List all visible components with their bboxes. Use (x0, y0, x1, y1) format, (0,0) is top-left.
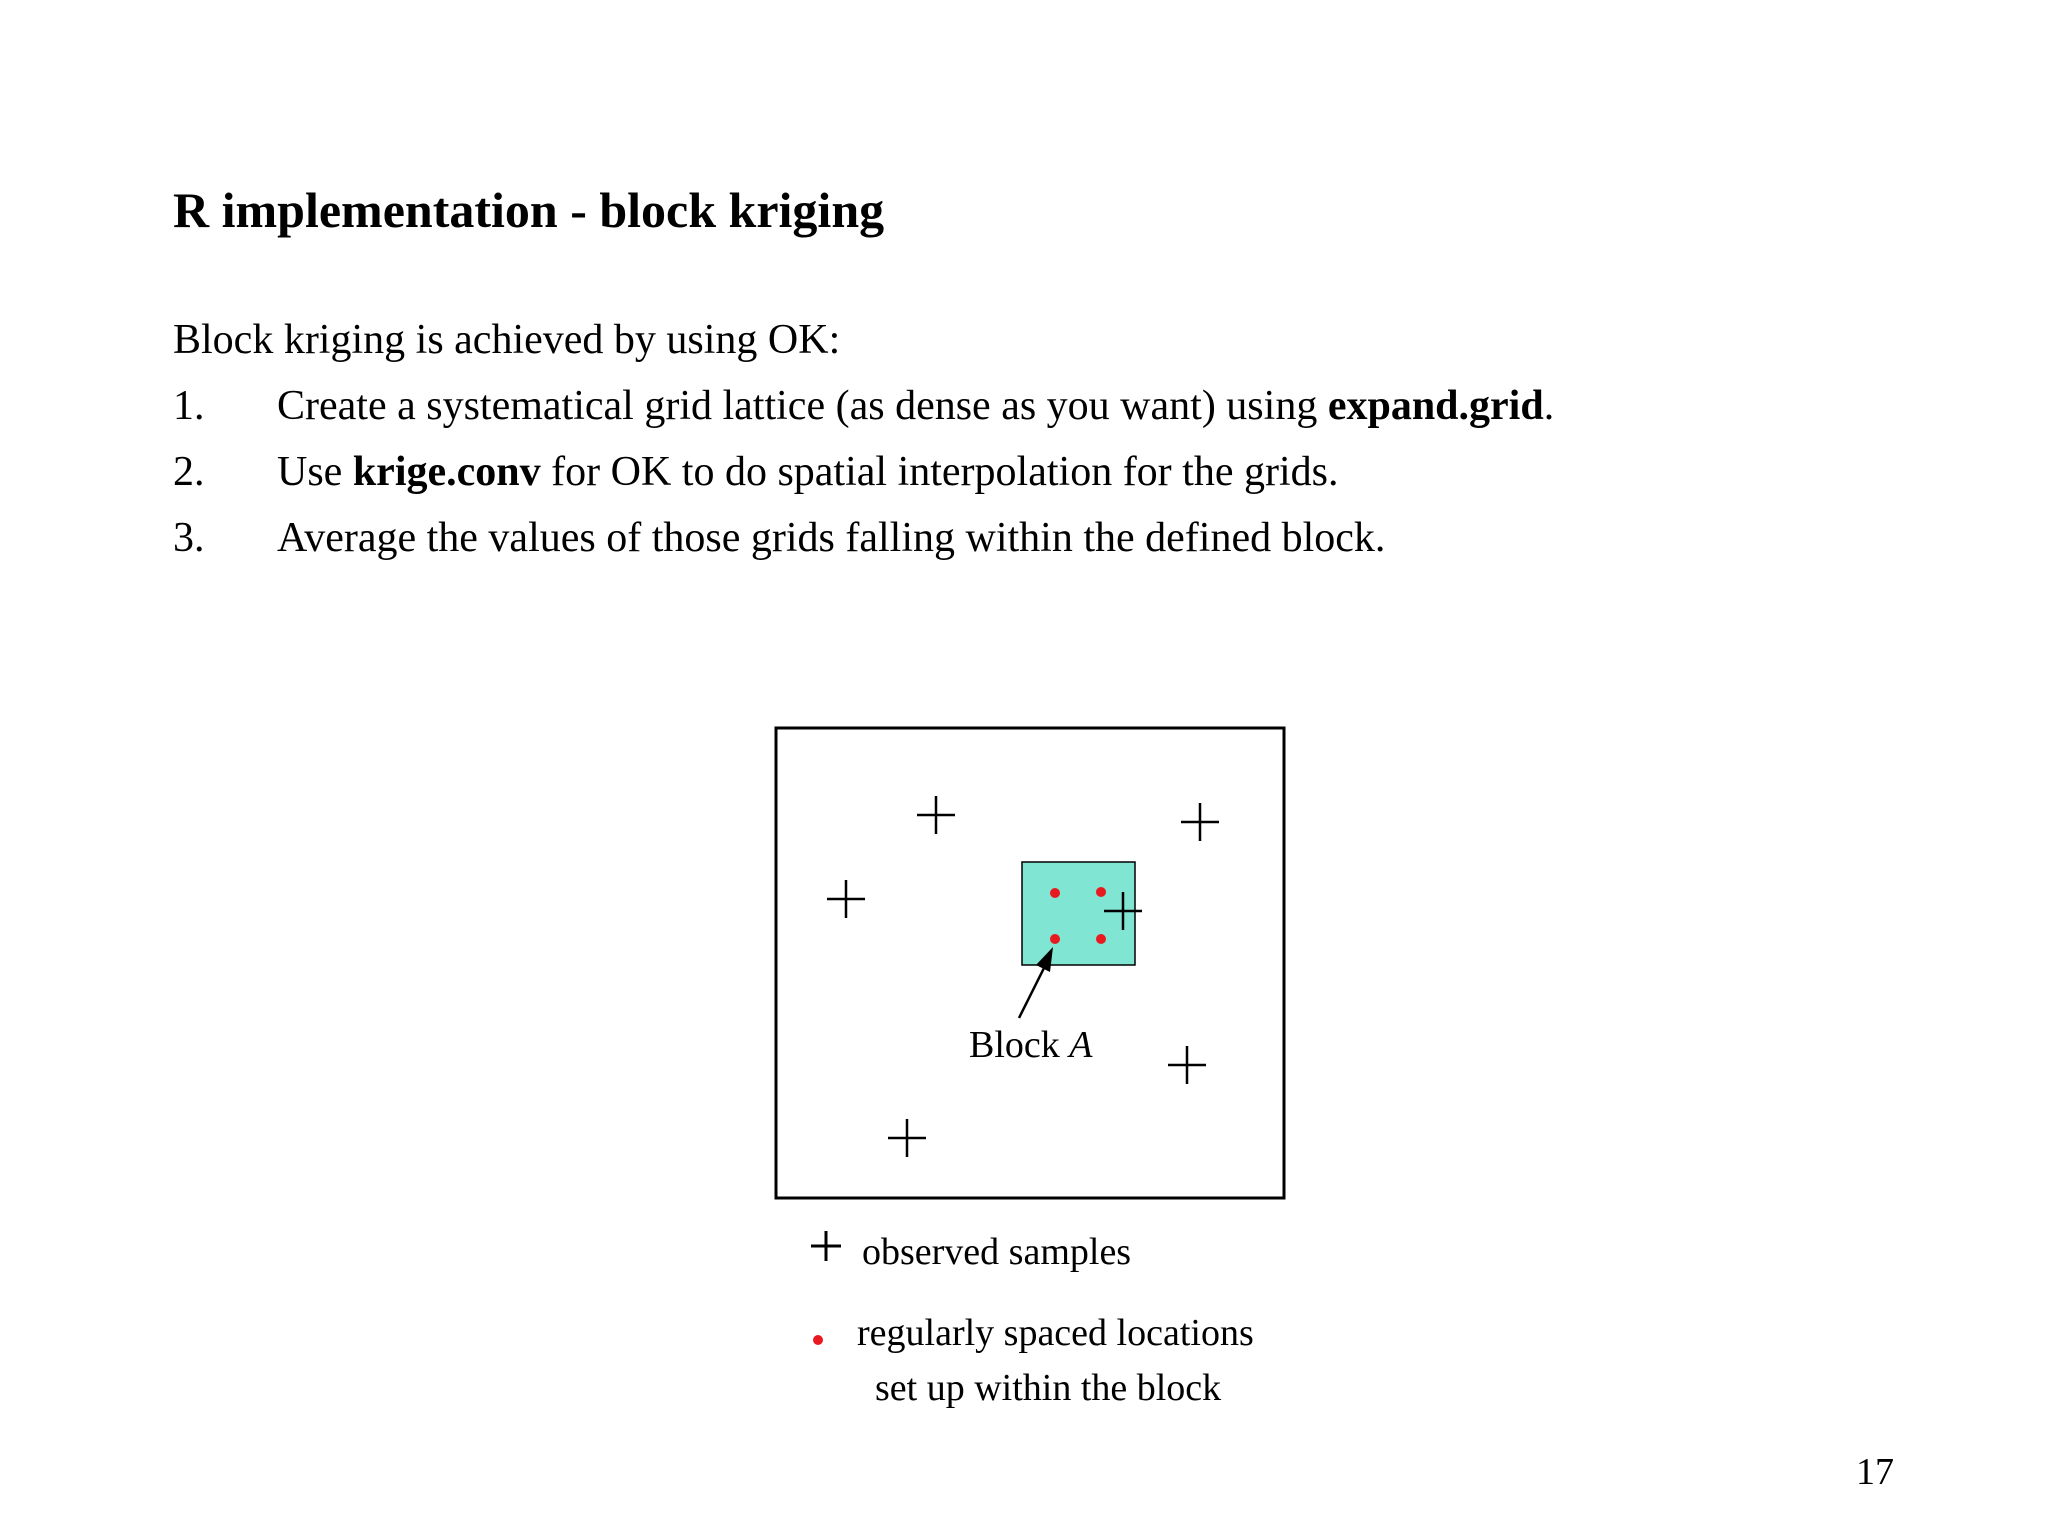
step-number: 1. (173, 383, 205, 429)
grid-location-dot (1096, 934, 1106, 944)
observed-sample-cross (917, 796, 955, 834)
step-number: 3. (173, 515, 205, 561)
block-pointer-arrow (1019, 968, 1044, 1018)
step-text-part: Create a systematical grid lattice (as dense as you want) using (277, 383, 1328, 429)
observed-sample-cross (1181, 803, 1219, 841)
legend-cross-icon (811, 1231, 841, 1261)
observed-sample-cross (1168, 1046, 1206, 1084)
observed-sample-cross (827, 880, 865, 918)
step-keyword: krige.conv (352, 449, 541, 495)
step-text-part: . (1543, 383, 1555, 429)
grid-location-dot (1050, 888, 1060, 898)
block-label (969, 1024, 1093, 1066)
step-number: 2. (173, 449, 205, 495)
step-keyword: expand.grid (1327, 383, 1544, 429)
block-label-letter: A (1069, 1024, 1093, 1066)
observed-sample-cross (888, 1119, 926, 1157)
slide-title: R implementation - block kriging (173, 182, 885, 238)
legend-regular-label-line1: regularly spaced locations (857, 1312, 1254, 1354)
block-label-text: Block (969, 1024, 1070, 1066)
grid-location-dot (1096, 887, 1106, 897)
step-text-part: for OK to do spatial interpolation for the grids. (540, 449, 1339, 495)
grid-location-dot (1050, 934, 1060, 944)
step-text-part: Use (277, 449, 353, 495)
block-a-rect (1022, 862, 1135, 965)
legend-regular-label-line2: set up within the block (875, 1367, 1222, 1409)
legend-observed-label: observed samples (862, 1231, 1132, 1273)
page-number: 17 (1856, 1451, 1894, 1493)
intro-text: Block kriging is achieved by using OK: (173, 317, 841, 363)
step-text-part: Average the values of those grids falling within the defined block. (277, 515, 1386, 561)
legend-dot-icon (813, 1335, 823, 1345)
